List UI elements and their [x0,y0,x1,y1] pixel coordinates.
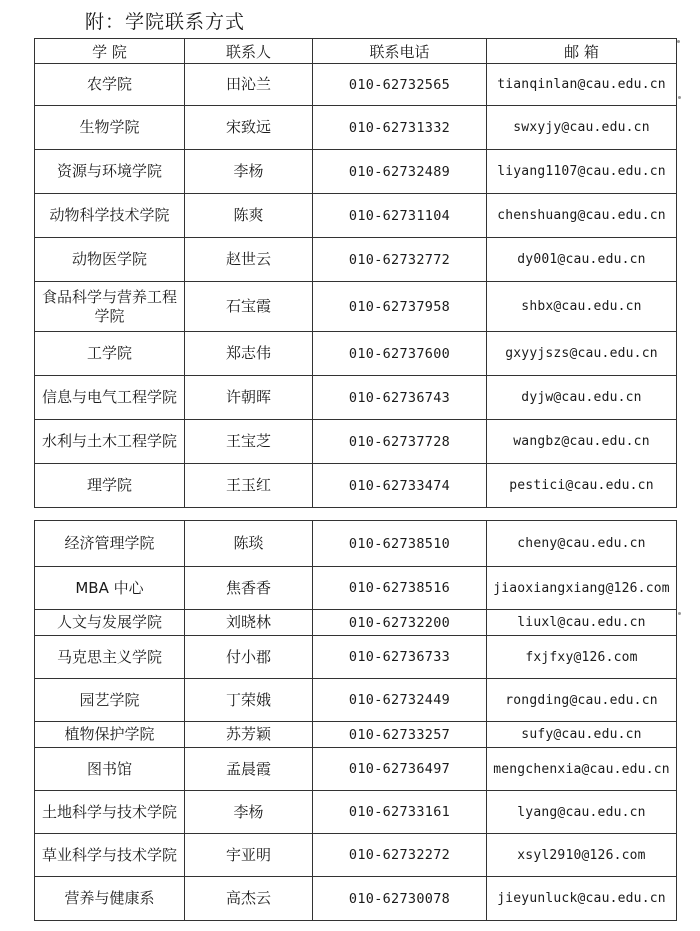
phone-cell: 010-62732200 [313,610,487,636]
college-cell: 水利与土木工程学院 [35,420,185,464]
table-row [35,376,677,420]
phone-cell: 010-62731332 [313,106,487,150]
table-row [35,567,677,610]
header-college: 学 院 [35,39,185,64]
contact-cell: 王玉红 [185,464,313,508]
email-cell[interactable]: sufy@cau.edu.cn [487,722,677,748]
email-cell[interactable]: lyang@cau.edu.cn [487,791,677,834]
table-row [35,636,677,679]
email-cell[interactable]: liyang1107@cau.edu.cn [487,150,677,194]
contact-cell: 许朝晖 [185,376,313,420]
scan-mark [677,40,680,43]
phone-cell: 010-62733474 [313,464,487,508]
phone-cell: 010-62737600 [313,332,487,376]
email-cell[interactable]: rongding@cau.edu.cn [487,679,677,722]
college-cell: 营养与健康系 [35,877,185,921]
contact-cell: 田沁兰 [185,64,313,106]
table-body-2 [35,521,677,921]
college-cell: 生物学院 [35,106,185,150]
table-row [35,420,677,464]
table-body-1 [35,64,677,508]
table-row [35,877,677,921]
contact-cell: 石宝霞 [185,282,313,332]
scan-mark [678,96,681,99]
contact-cell: 李杨 [185,791,313,834]
phone-cell: 010-62732565 [313,64,487,106]
contact-cell: 付小郡 [185,636,313,679]
scan-mark [678,612,681,615]
contact-cell: 焦香香 [185,567,313,610]
contact-cell: 李杨 [185,150,313,194]
table-row [35,679,677,722]
phone-cell: 010-62732449 [313,679,487,722]
email-cell[interactable]: gxyyjszs@cau.edu.cn [487,332,677,376]
contact-cell: 陈琰 [185,521,313,567]
phone-cell: 010-62731104 [313,194,487,238]
email-cell[interactable]: xsyl2910@126.com [487,834,677,877]
table-row [35,194,677,238]
email-cell[interactable]: dyjw@cau.edu.cn [487,376,677,420]
email-cell[interactable]: swxyjy@cau.edu.cn [487,106,677,150]
phone-cell: 010-62737958 [313,282,487,332]
contact-cell: 郑志伟 [185,332,313,376]
phone-cell: 010-62730078 [313,877,487,921]
contact-cell: 刘晓林 [185,610,313,636]
email-cell[interactable]: mengchenxia@cau.edu.cn [487,748,677,791]
email-cell[interactable]: tianqinlan@cau.edu.cn [487,64,677,106]
phone-cell: 010-62738516 [313,567,487,610]
phone-cell: 010-62732489 [313,150,487,194]
college-cell: 动物医学院 [35,238,185,282]
table-row [35,521,677,567]
college-cell: 资源与环境学院 [35,150,185,194]
phone-cell: 010-62738510 [313,521,487,567]
college-cell: 经济管理学院 [35,521,185,567]
email-cell[interactable]: fxjfxy@126.com [487,636,677,679]
table-row [35,791,677,834]
email-cell[interactable]: chenshuang@cau.edu.cn [487,194,677,238]
email-cell[interactable]: shbx@cau.edu.cn [487,282,677,332]
email-cell[interactable]: cheny@cau.edu.cn [487,521,677,567]
college-cell: 理学院 [35,464,185,508]
table-row [35,464,677,508]
college-cell: 食品科学与营养工程学院 [35,282,185,332]
contact-cell: 丁荣娥 [185,679,313,722]
contact-cell: 陈爽 [185,194,313,238]
contact-cell: 高杰云 [185,877,313,921]
table-row [35,150,677,194]
header-phone: 联系电话 [313,39,487,64]
table-row [35,282,677,332]
email-cell[interactable]: jiaoxiangxiang@126.com [487,567,677,610]
contact-table-2 [34,520,677,921]
phone-cell: 010-62732272 [313,834,487,877]
phone-cell: 010-62733161 [313,791,487,834]
table-row [35,610,677,636]
table-row [35,106,677,150]
contact-cell: 王宝芝 [185,420,313,464]
college-cell: 农学院 [35,64,185,106]
table-row [35,722,677,748]
college-cell: 信息与电气工程学院 [35,376,185,420]
table-row [35,332,677,376]
college-cell: 草业科学与技术学院 [35,834,185,877]
email-cell[interactable]: pestici@cau.edu.cn [487,464,677,508]
contact-cell: 宋致远 [185,106,313,150]
college-cell: 马克思主义学院 [35,636,185,679]
phone-cell: 010-62736743 [313,376,487,420]
header-contact: 联系人 [185,39,313,64]
phone-cell: 010-62736733 [313,636,487,679]
table-row [35,748,677,791]
contact-cell: 宇亚明 [185,834,313,877]
header-email: 邮 箱 [487,39,677,64]
email-cell[interactable]: dy001@cau.edu.cn [487,238,677,282]
college-cell: 工学院 [35,332,185,376]
table-row [35,834,677,877]
phone-cell: 010-62733257 [313,722,487,748]
email-cell[interactable]: wangbz@cau.edu.cn [487,420,677,464]
table-header-row [35,39,677,64]
phone-cell: 010-62737728 [313,420,487,464]
phone-cell: 010-62732772 [313,238,487,282]
college-cell: 图书馆 [35,748,185,791]
college-cell: 动物科学技术学院 [35,194,185,238]
email-cell[interactable]: liuxl@cau.edu.cn [487,610,677,636]
college-cell: 人文与发展学院 [35,610,185,636]
college-cell: 植物保护学院 [35,722,185,748]
college-cell: MBA 中心 [35,567,185,610]
phone-cell: 010-62736497 [313,748,487,791]
college-cell: 园艺学院 [35,679,185,722]
contact-cell: 赵世云 [185,238,313,282]
contact-cell: 苏芳颖 [185,722,313,748]
contact-cell: 孟晨霞 [185,748,313,791]
table-row [35,238,677,282]
college-cell: 土地科学与技术学院 [35,791,185,834]
page-title: 附：学院联系方式 [85,11,246,33]
contact-table-1 [34,38,677,508]
table-row [35,64,677,106]
email-cell[interactable]: jieyunluck@cau.edu.cn [487,877,677,921]
